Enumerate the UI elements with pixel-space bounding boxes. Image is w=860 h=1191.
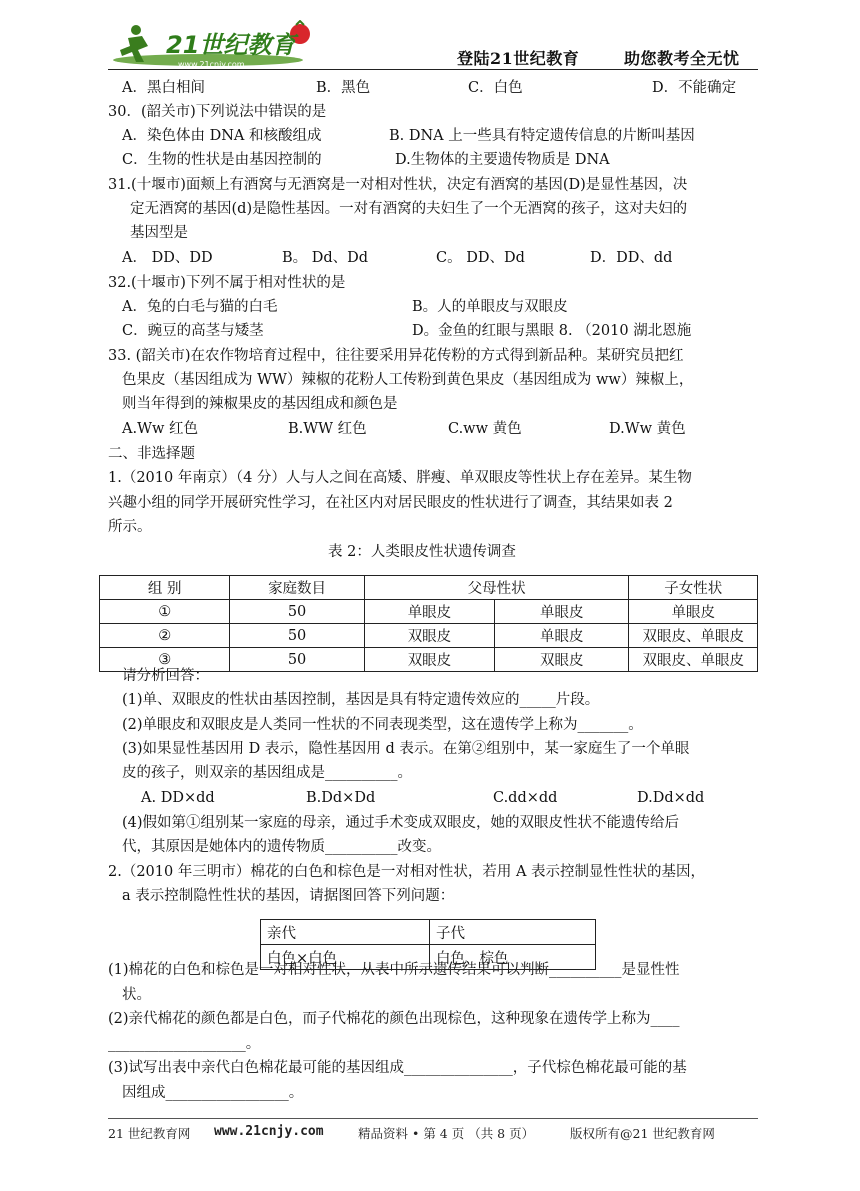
text-line: (1)棉花的白色和棕色是一对相对性状，从表中所示遗传结果可以判断__________是显性性 xyxy=(108,962,680,978)
text-line: A．兔的白毛与猫的白毛 xyxy=(122,299,278,315)
text-line: 30．(韶关市)下列说法中错误的是 xyxy=(108,104,327,120)
text-line: C。 DD、Dd xyxy=(436,250,525,266)
table-header-cell: 子女性状 xyxy=(629,576,758,600)
table-cell: 白色、棕色 xyxy=(430,945,596,970)
table-cell: 50 xyxy=(230,648,364,672)
site-logo[interactable] xyxy=(108,20,318,70)
table-header-cell: 子代 xyxy=(430,920,596,945)
table-header-row xyxy=(261,920,596,945)
text-line: B.WW 红色 xyxy=(288,421,367,437)
table-cell: 单眼皮 xyxy=(629,600,758,624)
text-line: 兴趣小组的同学开展研究性学习，在社区内对居民眼皮的性状进行了调查，其结果如表 2 xyxy=(108,495,673,511)
text-line: D.Ww 黄色 xyxy=(609,421,686,437)
text-line: 定无酒窝的基因(d)是隐性基因。一对有酒窝的夫妇生了一个无酒窝的孩子，这对夫妇的 xyxy=(130,201,688,217)
text-line: C．生物的性状是由基因控制的 xyxy=(122,152,322,168)
text-line: ___________________。 xyxy=(108,1036,261,1052)
header-slogan-right: 助您教考全无忧 xyxy=(624,49,740,68)
header-rule xyxy=(108,69,758,70)
text-line: (2)单眼皮和双眼皮是人类同一性状的不同表现类型，这在遗传学上称为_______。 xyxy=(122,717,643,733)
footer-rule xyxy=(108,1118,758,1119)
table-cell: 双眼皮 xyxy=(495,648,629,672)
table-cell: ③ xyxy=(100,648,230,672)
table-cell: 50 xyxy=(230,624,364,648)
table-cell: 单眼皮 xyxy=(495,600,629,624)
footer-page-info: 精品资料 • 第 4 页 （共 8 页） xyxy=(358,1126,535,1141)
table-row xyxy=(100,648,758,672)
table-cell: ① xyxy=(100,600,230,624)
text-line: 1.（2010 年南京）（4 分）人与人之间在高矮、胖瘦、单双眼皮等性状上存在差异。某生物 xyxy=(108,470,692,486)
text-line: A． DD、DD xyxy=(122,250,213,266)
text-line: 31.(十堰市)面颊上有酒窝与无酒窝是一对相对性状，决定有酒窝的基因(D)是显性基因，决 xyxy=(108,177,688,193)
text-line: D.Dd×dd xyxy=(637,790,705,806)
table-header-cell: 家庭数目 xyxy=(230,576,364,600)
text-line: 2.（2010 年三明市）棉花的白色和棕色是一对相对性状，若用 A 表示控制显性性状的基因， xyxy=(108,864,706,880)
text-line: C．白色 xyxy=(468,80,523,96)
text-line: 表 2：人类眼皮性状遗传调查 xyxy=(328,544,516,560)
text-line: B。人的单眼皮与双眼皮 xyxy=(412,299,568,315)
logo-sub: www.21cnjy.com xyxy=(178,60,245,69)
text-line: (3)试写出表中亲代白色棉花最可能的基因组成_______________，子代棕色棉花最可能的基 xyxy=(108,1060,687,1076)
text-line: A．黑白相间 xyxy=(122,80,205,96)
logo-text: 21世纪教育 xyxy=(166,31,296,59)
text-line: (4)假如第①组别某一家庭的母亲，通过手术变成双眼皮，她的双眼皮性状不能遗传给后 xyxy=(122,815,680,831)
text-line: A. DD×dd xyxy=(141,790,215,806)
text-line: A.Ww 红色 xyxy=(122,421,199,437)
text-line: (3)如果显性基因用 D 表示，隐性基因用 d 表示。在第②组别中，某一家庭生了一个单眼 xyxy=(122,741,690,757)
table-header-cell: 亲代 xyxy=(261,920,430,945)
text-line: 状。 xyxy=(122,987,151,1003)
footer-url[interactable]: www.21cnjy.com xyxy=(214,1124,324,1139)
table-row xyxy=(261,945,596,970)
footer-left: 21 世纪教育网 xyxy=(108,1126,191,1141)
text-line: C.dd×dd xyxy=(493,790,558,806)
table-row xyxy=(100,600,758,624)
text-line: 皮的孩子，则双亲的基因组成是__________。 xyxy=(122,765,412,781)
text-line: 请分析回答： xyxy=(122,668,209,684)
text-line: 33. (韶关市)在农作物培育过程中，往往要采用异花传粉的方式得到新品种。某研究员把红 xyxy=(108,348,684,364)
text-line: 二、非选择题 xyxy=(108,446,195,462)
text-line: B．黑色 xyxy=(316,80,371,96)
logo-graphic xyxy=(108,20,318,70)
text-line: B.Dd×Dd xyxy=(306,790,376,806)
text-line: D．不能确定 xyxy=(652,80,737,96)
footer-copyright: 版权所有@21 世纪教育网 xyxy=(570,1126,715,1141)
table-cell: ② xyxy=(100,624,230,648)
text-line: 代，其原因是她体内的遗传物质__________改变。 xyxy=(122,839,441,855)
text-line: 因组成_________________。 xyxy=(122,1085,304,1101)
cotton-inheritance-table xyxy=(260,919,596,970)
text-line: D。金鱼的红眼与黑眼 8. （2010 湖北恩施 xyxy=(412,323,692,339)
text-line: 基因型是 xyxy=(130,225,188,241)
table-cell: 双眼皮 xyxy=(364,648,494,672)
text-line: B. DNA 上一些具有特定遗传信息的片断叫基因 xyxy=(389,128,695,144)
table-cell: 双眼皮 xyxy=(364,624,494,648)
table-row xyxy=(100,624,758,648)
footer-url-link[interactable] xyxy=(214,1123,324,1139)
header-slogan-left: 登陆21世纪教育 xyxy=(457,49,580,68)
table-cell: 50 xyxy=(230,600,364,624)
text-line: D．DD、dd xyxy=(590,250,673,266)
table-header-row xyxy=(100,576,758,600)
text-line: 则当年得到的辣椒果皮的基因组成和颜色是 xyxy=(122,396,398,412)
table-header-cell: 父母性状 xyxy=(364,576,629,600)
text-line: (1)单、双眼皮的性状由基因控制，基因是具有特定遗传效应的_____片段。 xyxy=(122,692,600,708)
text-line: C．豌豆的高茎与矮茎 xyxy=(122,323,264,339)
eyelid-survey-table xyxy=(99,575,758,672)
text-line: A．染色体由 DNA 和核酸组成 xyxy=(122,128,322,144)
table-cell: 单眼皮 xyxy=(495,624,629,648)
table-cell: 双眼皮、单眼皮 xyxy=(629,648,758,672)
text-line: D.生物体的主要遗传物质是 DNA xyxy=(395,152,610,168)
table-header-cell: 组 别 xyxy=(100,576,230,600)
table-cell: 白色×白色 xyxy=(261,945,430,970)
text-line: 所示。 xyxy=(108,519,152,535)
text-line: C.ww 黄色 xyxy=(448,421,522,437)
text-line: a 表示控制隐性性状的基因，请据图回答下列问题： xyxy=(122,888,455,904)
text-line: 色果皮（基因组成为 WW）辣椒的花粉人工传粉到黄色果皮（基因组成为 ww）辣椒上， xyxy=(122,372,694,388)
table-cell: 单眼皮 xyxy=(364,600,494,624)
text-line: 32.(十堰市)下列不属于相对性状的是 xyxy=(108,275,346,291)
table-cell: 双眼皮、单眼皮 xyxy=(629,624,758,648)
text-line: B。 Dd、Dd xyxy=(282,250,369,266)
text-line: (2)亲代棉花的颜色都是白色，而子代棉花的颜色出现棕色，这种现象在遗传学上称为____ xyxy=(108,1011,680,1027)
